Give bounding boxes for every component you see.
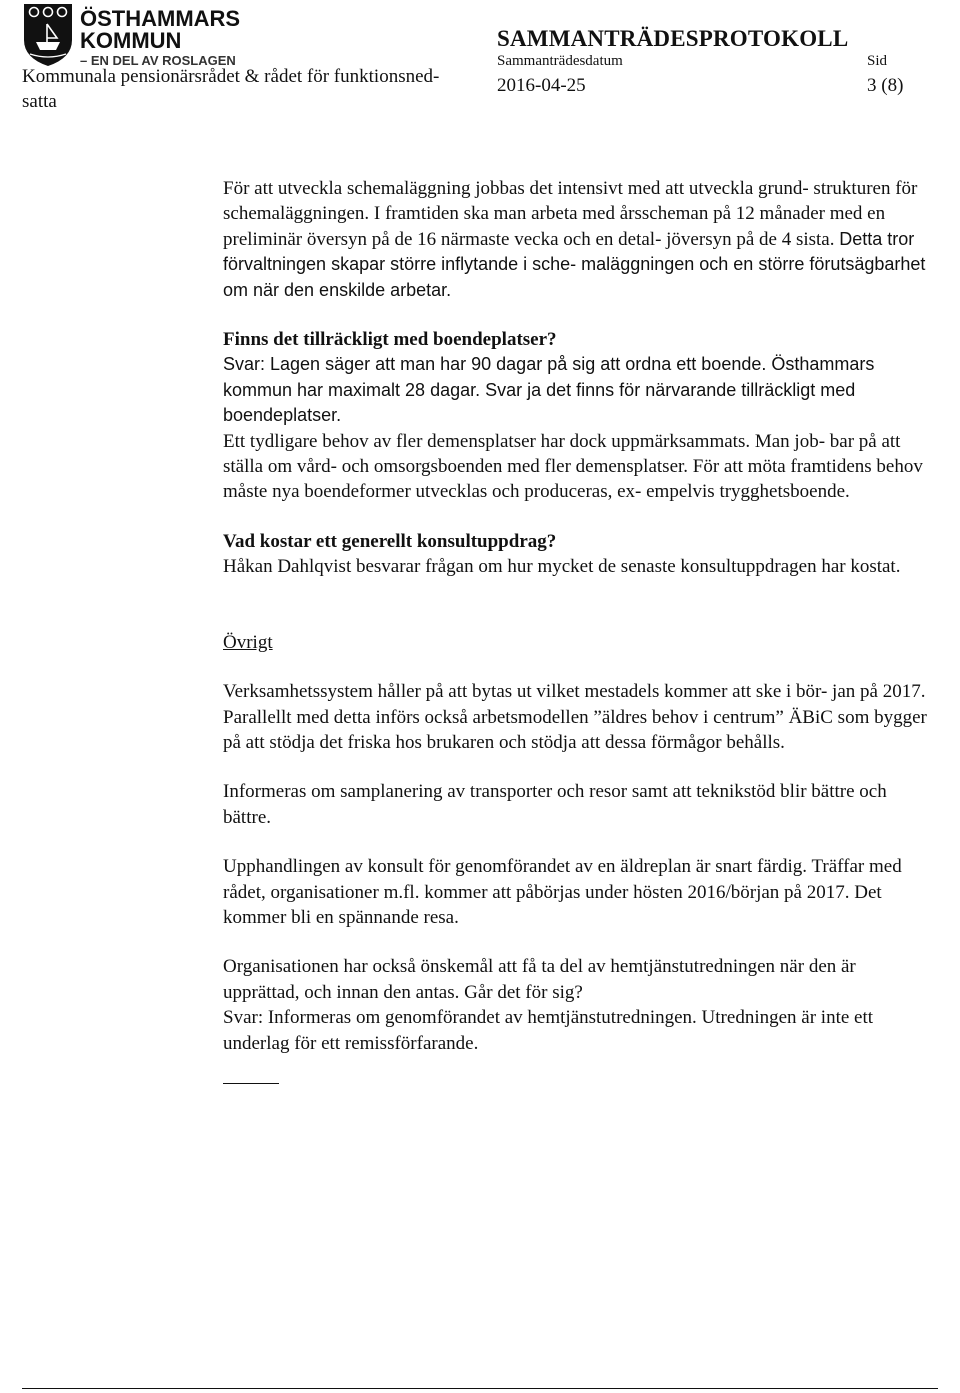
end-divider bbox=[223, 1083, 279, 1084]
question-housing: Finns det tillräckligt med boendeplatser? bbox=[223, 329, 557, 351]
municipality-logo bbox=[22, 2, 242, 68]
logo-line2: KOMMUN bbox=[80, 28, 182, 53]
protocol-body bbox=[223, 176, 935, 1084]
paragraph-home-care-answer: Svar: Informeras om genomförandet av hemtjänstutredningen. Utredningen är inte ett underlag för ett remissförfarande. bbox=[223, 1007, 874, 1054]
page-label: Sid bbox=[867, 53, 888, 69]
meeting-date: 2016-04-25 bbox=[497, 75, 586, 96]
answer-housing: Svar: Lagen säger att man har 90 dagar på sig att ordna ett boende. Östhammars kommun har maximalt 28 dagar. Svar ja det finns för närvarande tillräckligt med boendeplatser. bbox=[223, 354, 875, 426]
answer-consulting: Håkan Dahlqvist besvarar frågan om hur mycket de senaste konsultuppdragen har kostat. bbox=[223, 556, 901, 578]
paragraph-procurement: Upphandlingen av konsult för genomförandet av en äldreplan är snart färdig. Träffar med rådet, organisationer m.fl. kommer att påbörjas under hösten 2016/början på 2017. Det kommer bli en spännande resa. bbox=[223, 856, 902, 928]
document-title: SAMMANTRÄDESPROTOKOLL bbox=[497, 26, 849, 51]
paragraph-scheduling bbox=[223, 176, 935, 303]
paragraph-dementia: Ett tydligare behov av fler demensplatser har dock uppmärksammats. Man job- bar på att ställa om vård- och omsorgsboenden med fler demensplatser. För att möta framtidens behov måste nya boendeformer utvecklas och produceras, ex- empelvis trygghetsboende. bbox=[223, 430, 923, 503]
paragraph-scheduling-text: För att utveckla schemaläggning jobbas det intensivt med att utveckla grund- strukturen för schemaläggningen. I framtiden ska man arbeta med årsscheman på 12 månader med en preliminär översyn på de 16 närmaste vecka och en detal- jöversyn på de 4 sista. bbox=[223, 178, 918, 250]
paragraph-transport: Informeras om samplanering av transporter och resor samt att teknikstöd blir bättre och bättre. bbox=[223, 781, 887, 828]
paragraph-home-care-request: Organisationen har också önskemål att få ta del av hemtjänstutredningen när den är upprättad, och innan den antas. Går det för sig? bbox=[223, 956, 856, 1003]
section-heading-other: Övrigt bbox=[223, 631, 273, 653]
paragraph-scheduling-continued: Detta tror förvaltningen skapar större inflytande i sche- maläggningen och en större förutsägbarhet om när den enskilde arbetar. bbox=[223, 228, 926, 300]
logo-line1: ÖSTHAMMARS bbox=[80, 6, 241, 31]
logo-tagline: – EN DEL AV ROSLAGEN bbox=[80, 53, 236, 68]
paragraph-business-system: Verksamhetssystem håller på att bytas ut vilket mestadels kommer att ske i bör- jan på 2017. Parallellt med detta införs också arbetsmodellen ”äldres behov i centrum” ÄBiC som bygger på att stödja det friska hos brukaren och stödja att dessa förmågor behålls. bbox=[223, 681, 927, 753]
committee-name: Kommunala pensionärsrådet & rådet för funktionsned- satta bbox=[22, 66, 440, 112]
question-consulting: Vad kostar ett generellt konsultuppdrag? bbox=[223, 530, 557, 552]
meeting-date-label: Sammanträdesdatum bbox=[497, 53, 623, 69]
page-number: 3 (8) bbox=[867, 75, 904, 96]
footer-divider bbox=[22, 1388, 938, 1389]
